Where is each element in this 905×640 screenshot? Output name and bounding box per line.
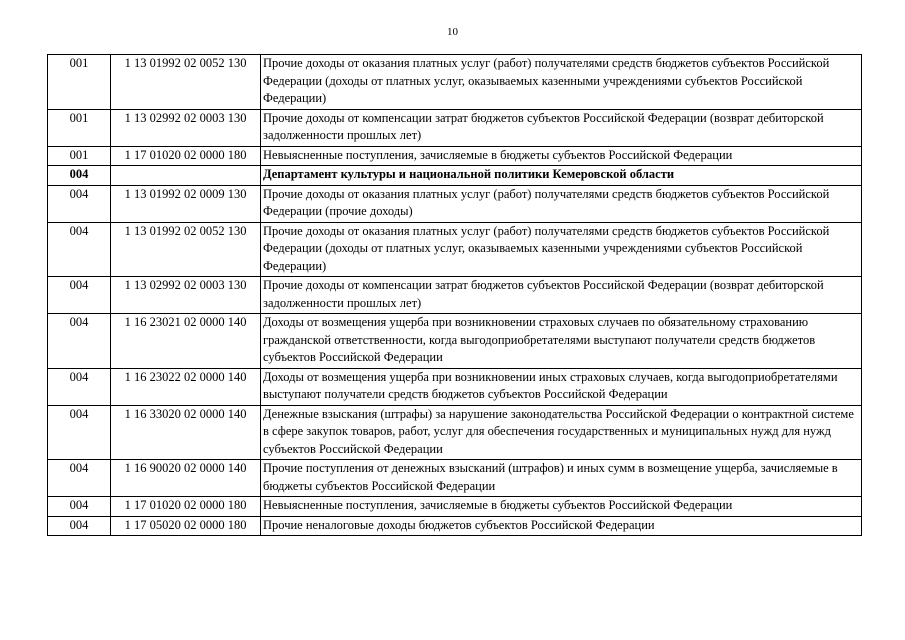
budget-classification-code-cell: 1 17 01020 02 0000 180 [111,497,261,517]
admin-code-cell: 004 [48,314,111,369]
budget-classification-code-cell: 1 13 01992 02 0052 130 [111,55,261,110]
table-body [48,55,862,536]
budget-classification-code-cell: 1 13 02992 02 0003 130 [111,109,261,146]
budget-classification-code-cell: 1 13 02992 02 0003 130 [111,277,261,314]
admin-code-cell: 004 [48,516,111,536]
budget-classification-code-cell: 1 17 05020 02 0000 180 [111,516,261,536]
revenue-name-cell: Прочие доходы от оказания платных услуг (работ) получателями средств бюджетов субъектов Российской Федерации (доходы от платных услуг, оказываемых казенными учреждениями субъектов Российской Федерации) [261,55,862,110]
revenue-name-cell: Департамент культуры и национальной политики Кемеровской области [261,166,862,186]
table-row [48,146,862,166]
admin-code-cell: 004 [48,222,111,277]
admin-code-cell: 004 [48,497,111,517]
table-row [48,109,862,146]
table-row [48,314,862,369]
revenue-name-cell: Прочие доходы от компенсации затрат бюджетов субъектов Российской Федерации (возврат дебиторской задолженности прошлых лет) [261,277,862,314]
table-row [48,516,862,536]
revenue-name-cell: Невыясненные поступления, зачисляемые в бюджеты субъектов Российской Федерации [261,146,862,166]
table-row [48,497,862,517]
budget-classification-code-cell: 1 16 33020 02 0000 140 [111,405,261,460]
table-row [48,185,862,222]
admin-code-cell: 004 [48,277,111,314]
budget-classification-code-cell: 1 16 90020 02 0000 140 [111,460,261,497]
revenue-name-cell: Прочие доходы от оказания платных услуг (работ) получателями средств бюджетов субъектов Российской Федерации (прочие доходы) [261,185,862,222]
admin-code-cell: 001 [48,109,111,146]
revenue-name-cell: Прочие поступления от денежных взысканий (штрафов) и иных сумм в возмещение ущерба, зачисляемые в бюджеты субъектов Российской Федерации [261,460,862,497]
revenue-name-cell: Прочие неналоговые доходы бюджетов субъектов Российской Федерации [261,516,862,536]
admin-code-cell: 004 [48,368,111,405]
table-row [48,55,862,110]
table-row [48,277,862,314]
admin-code-cell: 004 [48,166,111,186]
revenue-name-cell: Доходы от возмещения ущерба при возникновении иных страховых случаев, когда выгодоприобретателями выступают получатели средств бюджетов субъектов Российской Федерации [261,368,862,405]
admin-code-cell: 004 [48,185,111,222]
admin-code-cell: 004 [48,405,111,460]
budget-classification-code-cell [111,166,261,186]
table-section-header-row [48,166,862,186]
table-row [48,368,862,405]
table-row [48,222,862,277]
admin-code-cell: 001 [48,55,111,110]
revenue-name-cell: Доходы от возмещения ущерба при возникновении страховых случаев по обязательному страхованию гражданской ответственности, когда выгодоприобретателями выступают получатели средств бюджетов субъектов Российской Федерации [261,314,862,369]
table-row [48,405,862,460]
budget-classification-code-cell: 1 17 01020 02 0000 180 [111,146,261,166]
admin-code-cell: 004 [48,460,111,497]
admin-code-cell: 001 [48,146,111,166]
revenue-name-cell: Невыясненные поступления, зачисляемые в бюджеты субъектов Российской Федерации [261,497,862,517]
budget-classification-code-cell: 1 13 01992 02 0009 130 [111,185,261,222]
page-number: 10 [447,26,458,38]
revenue-name-cell: Прочие доходы от оказания платных услуг (работ) получателями средств бюджетов субъектов Российской Федерации (доходы от платных услуг, оказываемых казенными учреждениями субъектов Российской Федерации) [261,222,862,277]
budget-classification-code-cell: 1 16 23021 02 0000 140 [111,314,261,369]
table-row [48,460,862,497]
revenue-name-cell: Прочие доходы от компенсации затрат бюджетов субъектов Российской Федерации (возврат дебиторской задолженности прошлых лет) [261,109,862,146]
budget-classification-code-cell: 1 16 23022 02 0000 140 [111,368,261,405]
revenue-name-cell: Денежные взыскания (штрафы) за нарушение законодательства Российской Федерации о контрактной системе в сфере закупок товаров, работ, услуг для обеспечения государственных и муниципальных нужд для нужд субъектов Российской Федерации [261,405,862,460]
budget-revenue-table [47,54,862,536]
budget-classification-code-cell: 1 13 01992 02 0052 130 [111,222,261,277]
